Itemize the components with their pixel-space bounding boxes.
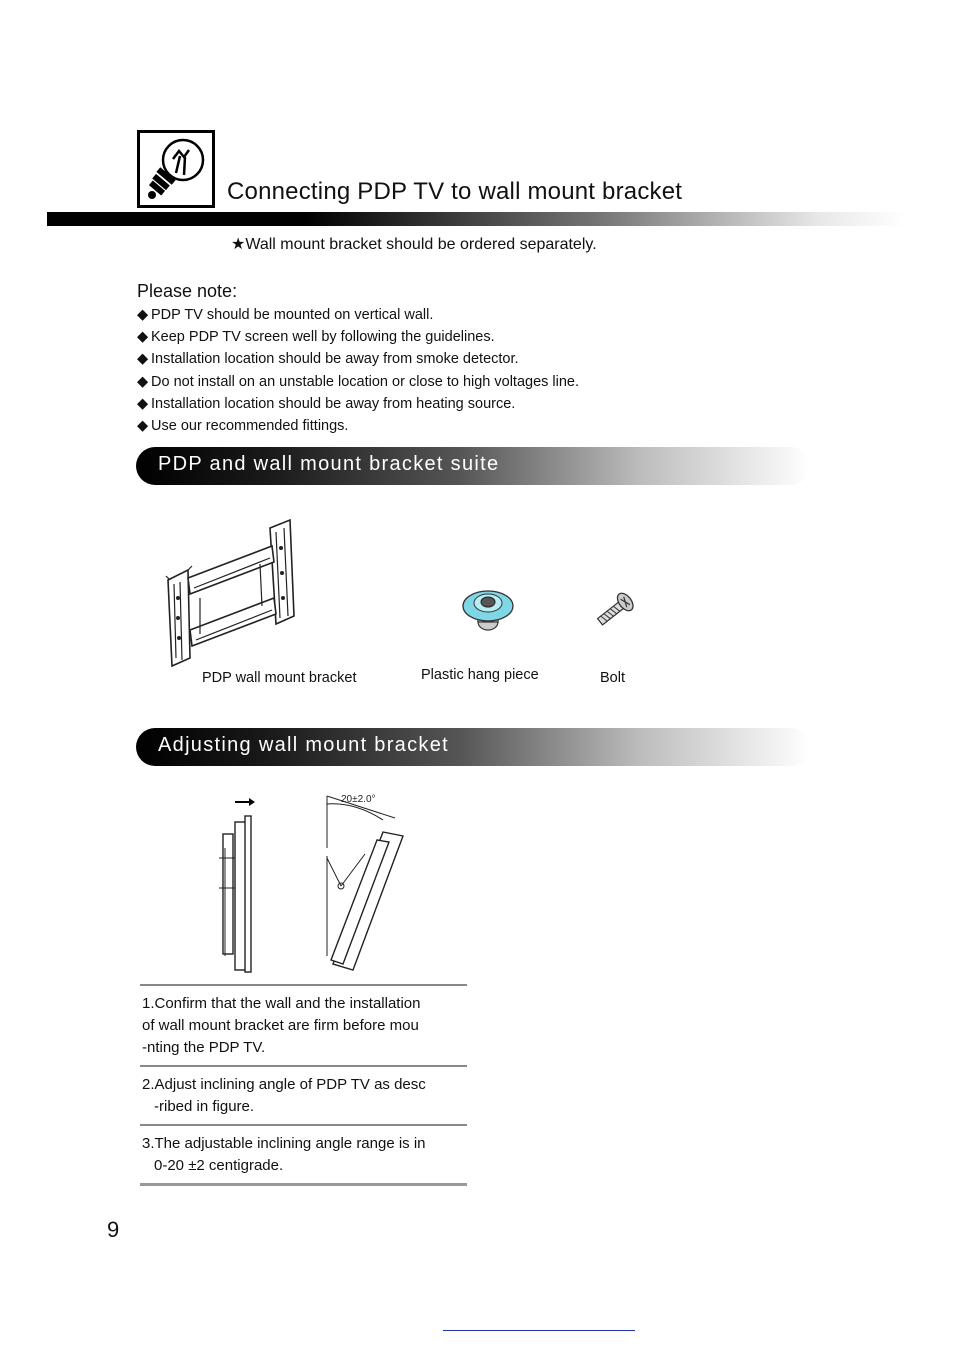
please-note-list [137,305,579,438]
list-item: ◆ Installation location should be away from heating source. [137,395,516,412]
footer-link-underline [443,1330,635,1331]
diamond-bullet-icon: ◆ [137,351,149,368]
light-bulb-icon-box [137,130,215,208]
hang-piece-icon [458,584,518,636]
light-bulb-icon [140,133,212,205]
list-item: ◆ Installation location should be away from smoke detector. [137,351,519,368]
page-number: 9 [107,1217,120,1242]
diamond-bullet-icon: ◆ [137,417,149,434]
page-title: Connecting PDP TV to wall mount bracket [227,178,683,205]
please-note-heading: Please note: [137,281,238,301]
diamond-bullet-icon: ◆ [137,373,149,390]
diamond-bullet-icon: ◆ [137,395,149,412]
adjusting-section-title: Adjusting wall mount bracket [158,734,449,756]
adjusting-section-header [136,728,810,766]
adjustment-diagram [205,788,425,978]
hang-piece-caption: Plastic hang piece [421,667,539,683]
angle-label: 20±2.0° [341,794,376,805]
step-1: 1.Confirm that the wall and the installation of wall mount bracket are firm before mou -nting the PDP TV. [140,984,467,1065]
bolt-icon [590,590,640,630]
diamond-bullet-icon: ◆ [137,307,149,323]
suite-section-header [136,447,810,485]
step-3: 3.The adjustable inclining angle range is in 0-20 ±2 centigrade. [140,1124,467,1186]
list-item: ◆ Use our recommended fittings. [137,417,349,434]
bolt-caption: Bolt [600,670,625,686]
list-item: ◆ PDP TV should be mounted on vertical wall. [137,307,434,323]
list-item: ◆ Do not install on an unstable location or close to high voltages line. [137,373,580,390]
arrow-right-icon [235,798,255,806]
wall-bracket-caption: PDP wall mount bracket [202,670,357,686]
step-2: 2.Adjust inclining angle of PDP TV as desc -ribed in figure. [140,1065,467,1124]
order-note: ★Wall mount bracket should be ordered separately. [231,236,597,253]
title-underline-bar [47,212,905,226]
suite-section-title: PDP and wall mount bracket suite [158,453,500,475]
wall-bracket-icon [160,518,305,670]
diamond-bullet-icon: ◆ [137,329,149,346]
list-item: ◆ Keep PDP TV screen well by following the guidelines. [137,329,495,346]
adjustment-steps [140,984,467,1186]
